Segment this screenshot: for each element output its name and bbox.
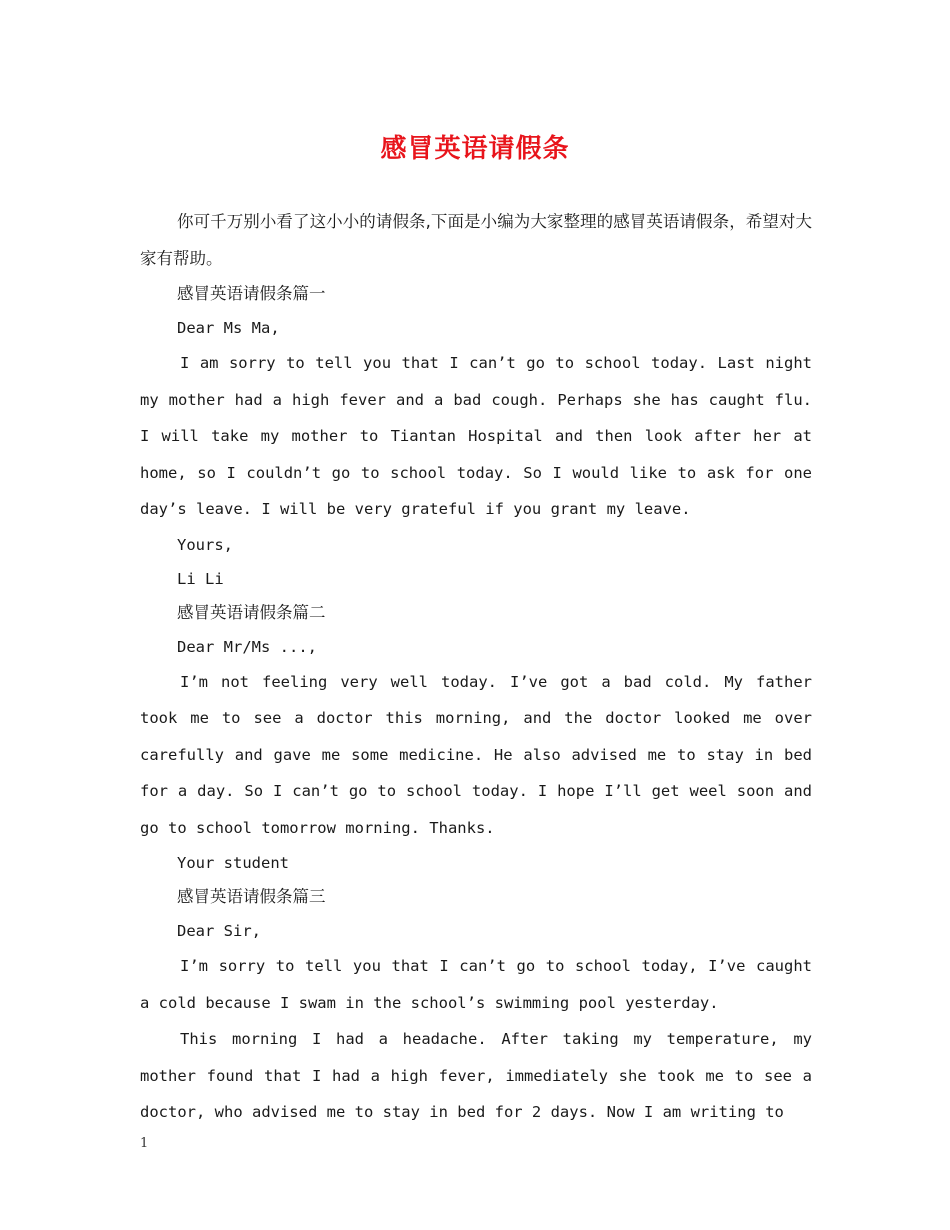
letter-body: I’m not feeling very well today. I’ve got a bad cold. My father took me to see a doctor this morning, and the doctor looked me over carefully and gave me some medicine. He also advised me to stay in bed for a day. So I can’t go to school today. I hope I’ll get weel soon and go to school tomorrow morning. Thanks. <box>140 672 812 837</box>
page-number: 1 <box>140 1136 149 1151</box>
letter-body: I am sorry to tell you that I can’t go to school today. Last night my mother had a high fever and a bad cough. Perhaps she has caught flu. I will take my mother to Tiantan Hospital and then look after her at home, so I couldn’t go to school today. So I would like to ask for one day’s leave. I will be very grateful if you grant my leave. <box>140 354 812 518</box>
letter-closing: Your student <box>177 854 289 872</box>
letter-body: I’m sorry to tell you that I can’t go to school today, I’ve caught a cold because I swam in the school’s swimming pool yesterday. <box>140 957 812 1012</box>
letter-signature: Li Li <box>177 569 224 588</box>
letter-greeting: Dear Sir, <box>177 922 261 940</box>
letter-closing: Yours, <box>177 535 233 554</box>
letter-greeting: Dear Ms Ma, <box>177 319 280 337</box>
section-heading: 感冒英语请假条篇二 <box>177 602 326 622</box>
intro-paragraph: 你可千万别小看了这小小的请假条,下面是小编为大家整理的感冒英语请假条，希望对大家有帮助。 <box>140 212 812 268</box>
section-heading: 感冒英语请假条篇一 <box>177 284 326 303</box>
document-title: 感冒英语请假条 <box>380 134 570 164</box>
document-body <box>140 204 812 1131</box>
letter-greeting: Dear Mr/Ms ..., <box>177 637 317 656</box>
letter-body: This morning I had a headache. After taking my temperature, my mother found that I had a high fever, immediately she took me to see a doctor, who advised me to stay in bed for 2 days. Now I am writing to <box>140 1030 812 1121</box>
section-heading: 感冒英语请假条篇三 <box>177 887 326 906</box>
